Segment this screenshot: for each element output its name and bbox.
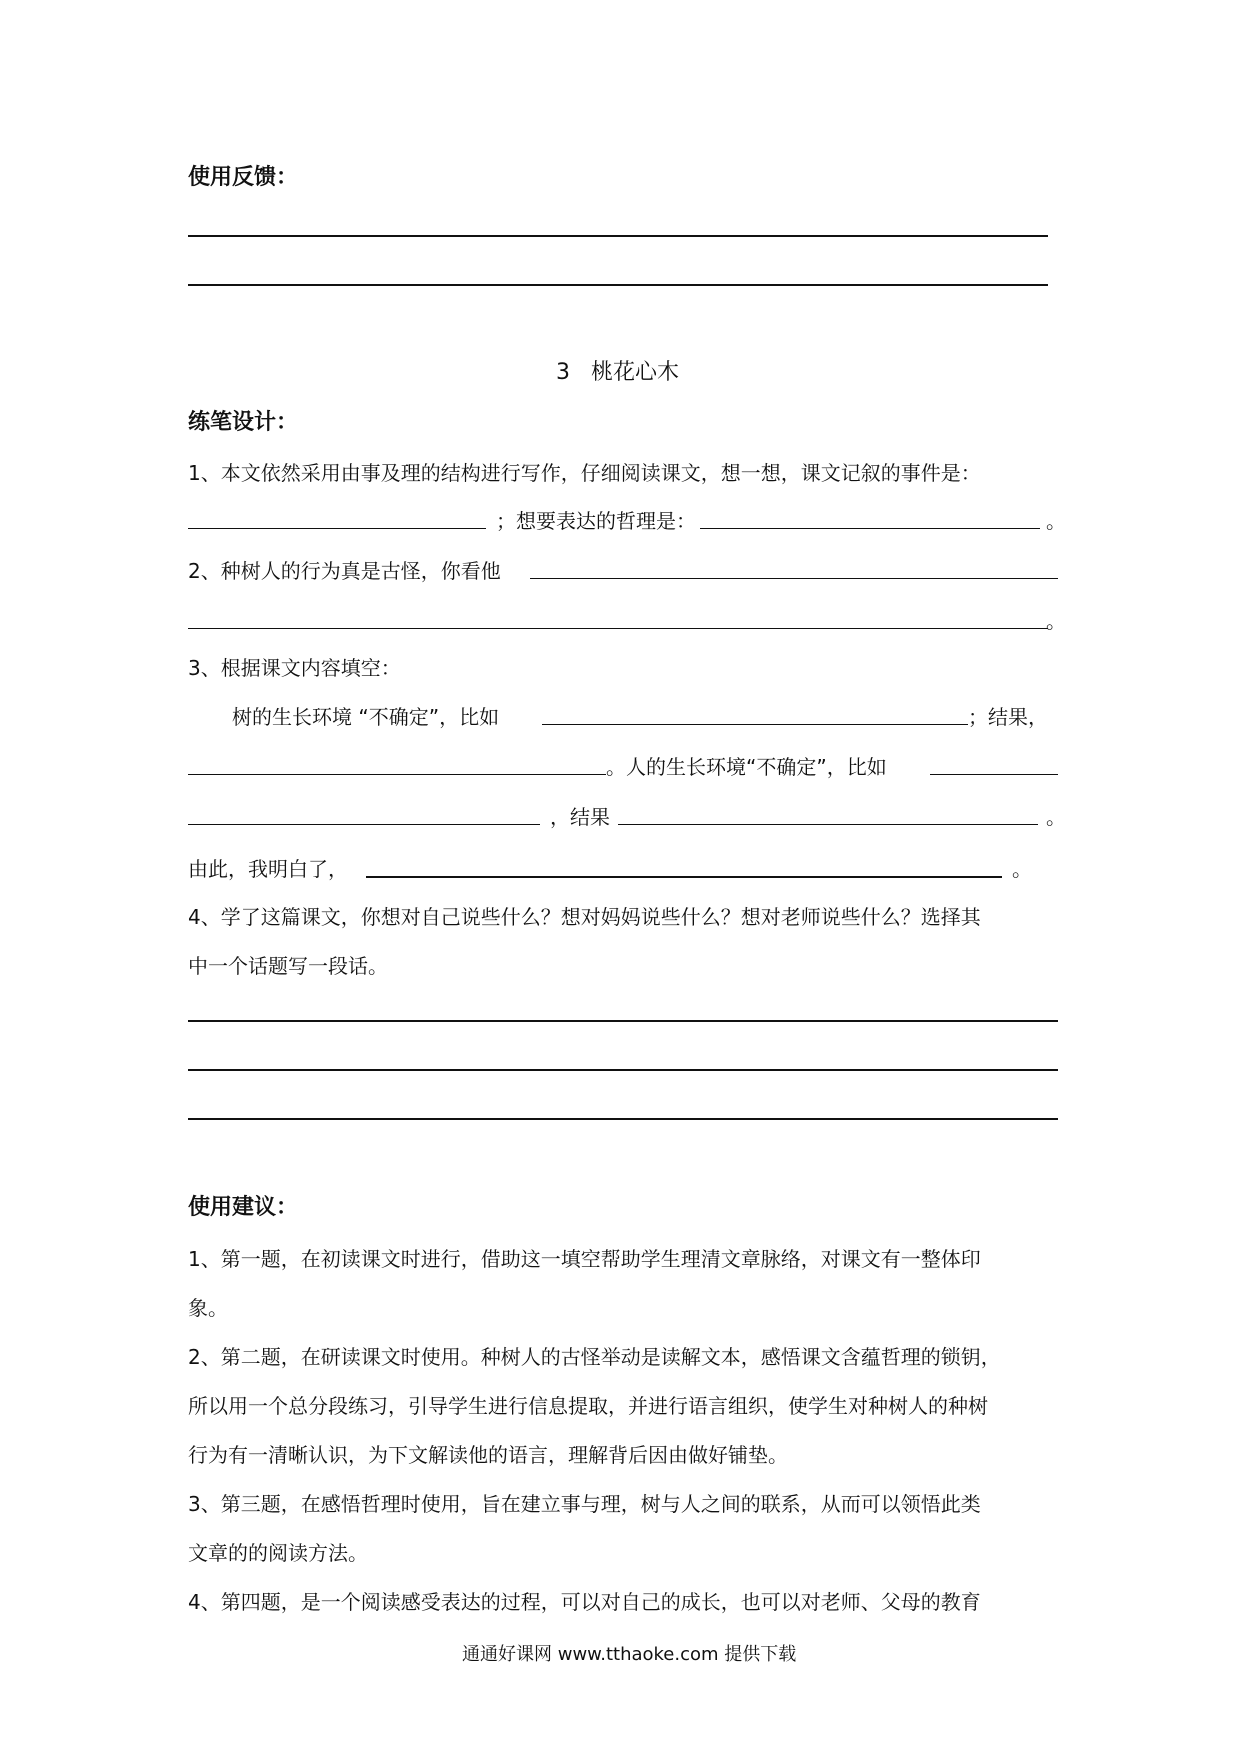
q4-answer-line[interactable] [188, 1118, 1058, 1120]
q4-answer-line[interactable] [188, 1069, 1058, 1071]
question-4-line-2: 中一个话题写一段话。 [188, 954, 388, 978]
q2-blank-2[interactable] [188, 628, 1048, 629]
q1-event-blank[interactable] [188, 528, 486, 529]
question-3-text: 3、根据课文内容填空： [188, 656, 401, 680]
q2-end: 。 [1046, 609, 1066, 633]
q3-conclusion-blank[interactable] [366, 876, 1002, 878]
suggestion-line: 象。 [188, 1296, 228, 1320]
suggestion-line: 3、第三题，在感悟哲理时使用，旨在建立事与理，树与人之间的联系，从而可以领悟此类 [188, 1492, 981, 1516]
feedback-heading: 使用反馈： [188, 165, 299, 190]
q3-tree-result-label: ；结果， [968, 705, 1048, 729]
q3-human-example-blank-1[interactable] [930, 774, 1058, 775]
q1-end: 。 [1046, 509, 1066, 533]
suggestion-line: 行为有一清晰认识，为下文解读他的语言，理解背后因由做好铺垫。 [188, 1443, 788, 1467]
suggestion-line: 所以用一个总分段练习，引导学生进行信息提取，并进行语言组织，使学生对种树人的种树 [188, 1394, 988, 1418]
q1-mid-text: ；想要表达的哲理是： [496, 509, 696, 533]
q3-human-result-label: ，结果 [550, 805, 610, 829]
q3-tree-result-blank[interactable] [188, 774, 606, 775]
q3-tree-env: 树的生长环境 “不确定”，比如 [232, 705, 500, 729]
feedback-answer-line[interactable] [188, 235, 1048, 237]
q3-human-example-blank-2[interactable] [188, 824, 540, 825]
q3-line3-end: 。 [1046, 805, 1066, 829]
q3-line4-end: 。 [1012, 857, 1032, 881]
q2-blank-1[interactable] [530, 578, 1058, 579]
q3-conclusion-label: 由此，我明白了， [188, 857, 348, 881]
lesson-title [556, 360, 679, 386]
q3-human-result-blank[interactable] [618, 824, 1038, 825]
question-2-text: 2、种树人的行为真是古怪，你看他 [188, 559, 501, 583]
suggestion-line: 4、第四题，是一个阅读感受表达的过程，可以对自己的成长，也可以对老师、父母的教育 [188, 1590, 981, 1614]
q1-philosophy-blank[interactable] [700, 528, 1040, 529]
suggestion-line: 2、第二题，在研读课文时使用。种树人的古怪举动是读解文本，感悟课文含蕴哲理的锁钥， [188, 1345, 1001, 1369]
q3-human-env: 。人的生长环境“不确定”，比如 [606, 755, 887, 779]
feedback-answer-line[interactable] [188, 284, 1048, 286]
suggestion-line: 文章的的阅读方法。 [188, 1541, 368, 1565]
page-footer: 通通好课网 www.tthaoke.com 提供下载 [462, 1644, 797, 1665]
question-1-text: 1、本文依然采用由事及理的结构进行写作，仔细阅读课文，想一想，课文记叙的事件是： [188, 461, 981, 485]
suggestion-line: 1、第一题，在初读课文时进行，借助这一填空帮助学生理清文章脉络，对课文有一整体印 [188, 1247, 981, 1271]
lesson-name: 桃花心木 [590, 360, 679, 385]
lesson-number: 3 [556, 360, 570, 385]
suggestions-heading: 使用建议： [188, 1195, 299, 1220]
section-heading: 练笔设计： [188, 410, 299, 435]
question-4-line-1: 4、学了这篇课文，你想对自己说些什么？想对妈妈说些什么？想对老师说些什么？选择其 [188, 905, 981, 929]
q3-tree-example-blank[interactable] [542, 724, 968, 725]
q4-answer-line[interactable] [188, 1020, 1058, 1022]
